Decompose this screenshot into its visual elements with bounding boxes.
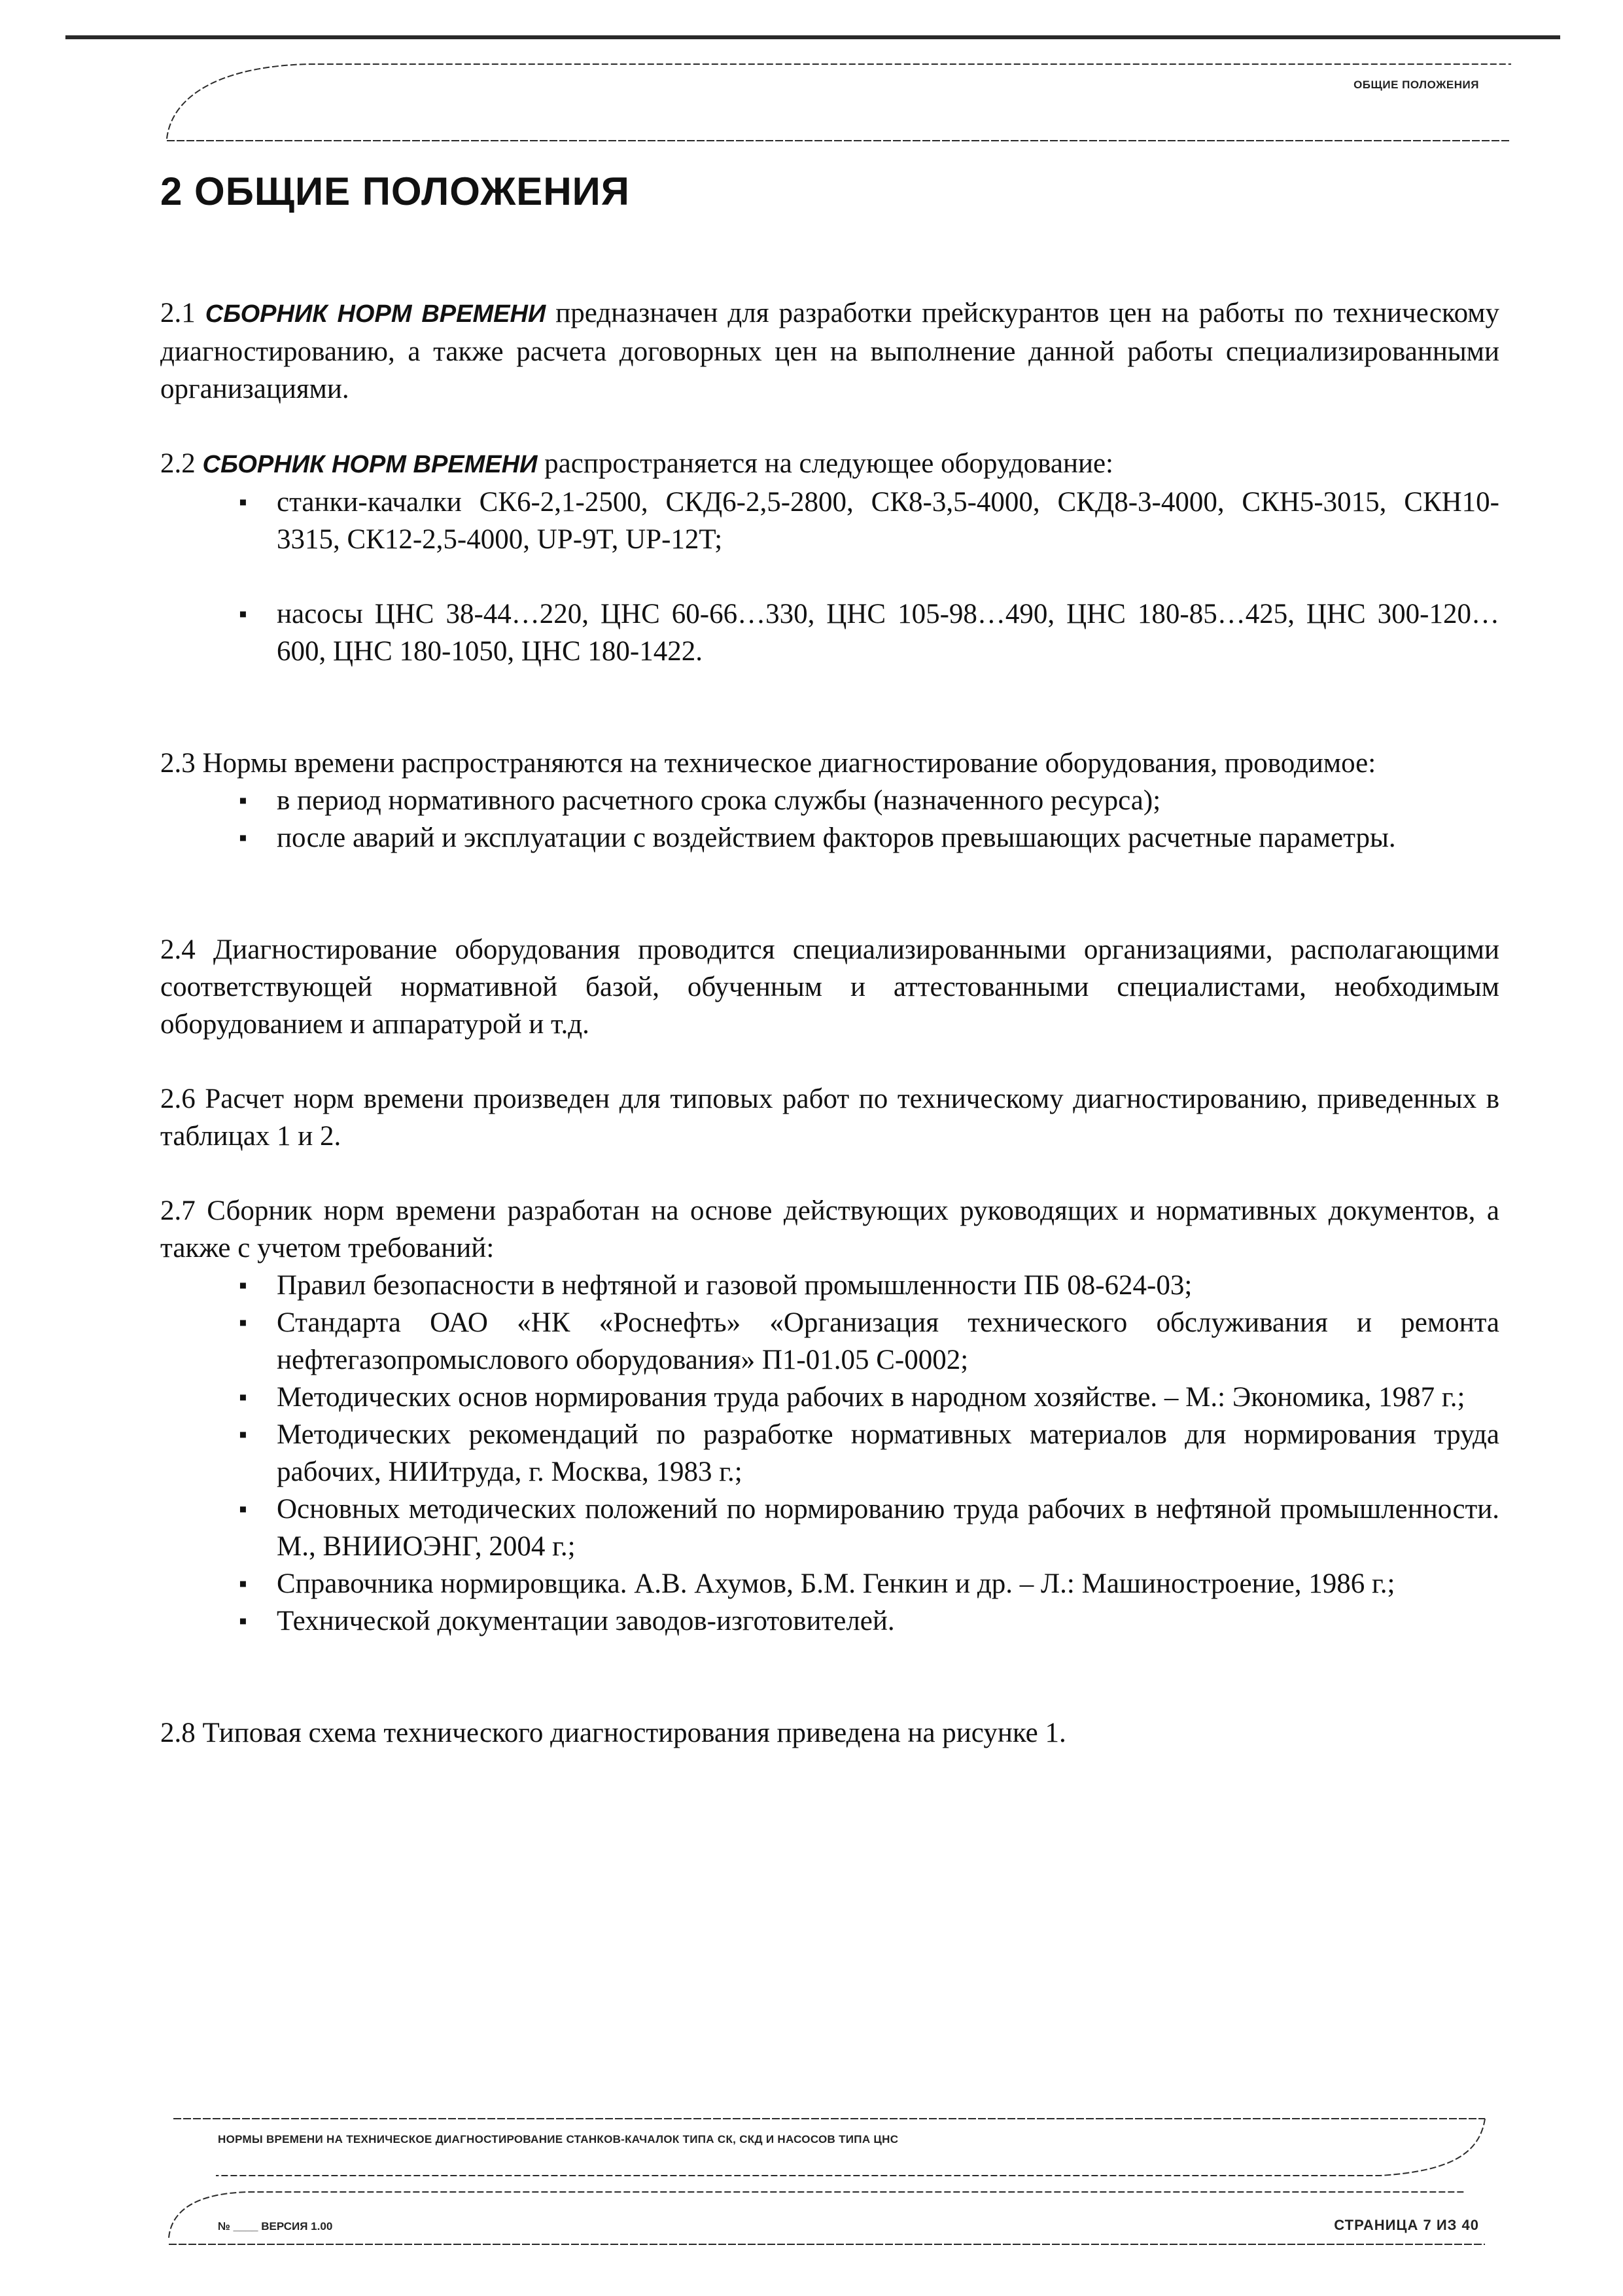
list-item-text: Технической документации заводов-изготовителей. (277, 1606, 895, 1636)
list-item (160, 1304, 1499, 1379)
paragraph-2-1 (160, 294, 1499, 408)
list-item (160, 484, 1499, 558)
list-item (160, 595, 1499, 670)
footer-page-indicator: СТРАНИЦА 7 ИЗ 40 (1334, 2217, 1479, 2233)
emphasis-collection-title: СБОРНИК НОРМ ВРЕМЕНИ (202, 451, 538, 478)
paragraph-2-6: 2.6 Расчет норм времени произведен для типовых работ по техническому диагностированию, приведенных в таблицах 1 и 2. (160, 1084, 1499, 1152)
bullet-icon: ▪ (239, 1272, 247, 1298)
bullet-icon: ▪ (239, 1309, 247, 1335)
list-item-text: Основных методических положений по нормированию труда рабочих в нефтяной промышленности. М., ВНИИОЭНГ, 2004 г.; (277, 1494, 1499, 1562)
list-item-text: в период нормативного расчетного срока службы (назначенного ресурса); (277, 785, 1161, 816)
list-item (160, 782, 1499, 819)
list-item (160, 819, 1499, 857)
list-item-text: Справочника нормировщика. А.В. Ахумов, Б.М. Генкин и др. – Л.: Машиностроение, 1986 г.; (277, 1568, 1395, 1599)
paragraph-text: распространяется на следующее оборудование: (544, 448, 1114, 479)
bullet-icon: ▪ (239, 1570, 247, 1597)
list-item-text: Методических основ нормирования труда рабочих в народном хозяйстве. – М.: Экономика, 1987 г.; (277, 1382, 1465, 1413)
paragraph-text: предназначен для разработки прейскурантов цен на работы по техническому диагностированию, а также расчета договорных цен на выполнение данной работы специализированными организациями. (160, 298, 1500, 404)
list-item-text: после аварий и эксплуатации с воздействием факторов превышающих расчетные параметры. (277, 822, 1396, 853)
bullet-icon: ▪ (239, 824, 247, 851)
list-item-text: Стандарта ОАО «НК «Роснефть» «Организация технического обслуживания и ремонта нефтегазопромыслового оборудования» П1-01.05 С-0002; (277, 1307, 1499, 1375)
emphasis-collection-title: СБОРНИК НОРМ ВРЕМЕНИ (205, 300, 546, 328)
page-title: 2 ОБЩИЕ ПОЛОЖЕНИЯ (160, 169, 630, 213)
list-item (160, 1491, 1499, 1565)
conditions-list (160, 782, 1499, 857)
paragraph-2-8: 2.8 Типовая схема технического диагностирования приведена на рисунке 1. (160, 1718, 1066, 1748)
footer-curve-right (216, 2119, 1485, 2176)
header-section-label: ОБЩИЕ ПОЛОЖЕНИЯ (1353, 79, 1479, 91)
paragraph-2-7: 2.7 Сборник норм времени разработан на основе действующих руководящих и нормативных документов, а также с учетом требований: (160, 1195, 1499, 1263)
list-item-text: насосы ЦНС 38-44…220, ЦНС 60-66…330, ЦНС 105-98…490, ЦНС 180-85…425, ЦНС 300-120…600, ЦНС 180-1050, ЦНС 180-1422. (277, 599, 1499, 667)
paragraph-number: 2.1 (160, 298, 196, 328)
list-item (160, 1416, 1499, 1491)
list-item-text: Методических рекомендаций по разработке нормативных материалов для нормирования труда рабочих, НИИтруда, г. Москва, 1983 г.; (277, 1419, 1499, 1487)
header-curve (167, 64, 1511, 139)
list-item (160, 1267, 1499, 1304)
bullet-icon: ▪ (239, 489, 247, 515)
footer-number-version: № ____ ВЕРСИЯ 1.00 (218, 2220, 333, 2233)
bullet-icon: ▪ (239, 787, 247, 813)
list-item (160, 1565, 1499, 1602)
list-item (160, 1602, 1499, 1640)
footer-document-title: НОРМЫ ВРЕМЕНИ НА ТЕХНИЧЕСКОЕ ДИАГНОСТИРОВАНИЕ СТАНКОВ-КАЧАЛОК ТИПА СК, СКД И НАСОСОВ ТИПА ЦНС (218, 2133, 899, 2146)
list-item (160, 1379, 1499, 1416)
bullet-icon: ▪ (239, 1608, 247, 1634)
equipment-list (160, 484, 1499, 670)
bullet-icon: ▪ (239, 1421, 247, 1447)
paragraph-2-2 (160, 445, 1499, 484)
paragraph-2-4: 2.4 Диагностирование оборудования проводится специализированными организациями, располагающими соответствующей нормативной базой, обученным и аттестованными специалистами, необходимым оборудованием и аппаратурой и т.д. (160, 934, 1499, 1040)
bullet-icon: ▪ (239, 1384, 247, 1410)
bullet-icon: ▪ (239, 601, 247, 627)
references-list (160, 1267, 1499, 1640)
bullet-icon: ▪ (239, 1496, 247, 1522)
paragraph-2-3: 2.3 Нормы времени распространяются на техническое диагностирование оборудования, проводимое: (160, 748, 1376, 779)
document-body (160, 294, 1499, 1789)
footer-curve-left (169, 2192, 1465, 2238)
paragraph-number: 2.2 (160, 448, 196, 479)
list-item-text: Правил безопасности в нефтяной и газовой промышленности ПБ 08-624-03; (277, 1270, 1193, 1301)
list-item-text: станки-качалки СК6-2,1-2500, СКД6-2,5-2800, СК8-3,5-4000, СКД8-3-4000, СКН5-3015, СКН10-3315, СК12-2,5-4000, UP-9T, UP-12T; (277, 487, 1499, 555)
